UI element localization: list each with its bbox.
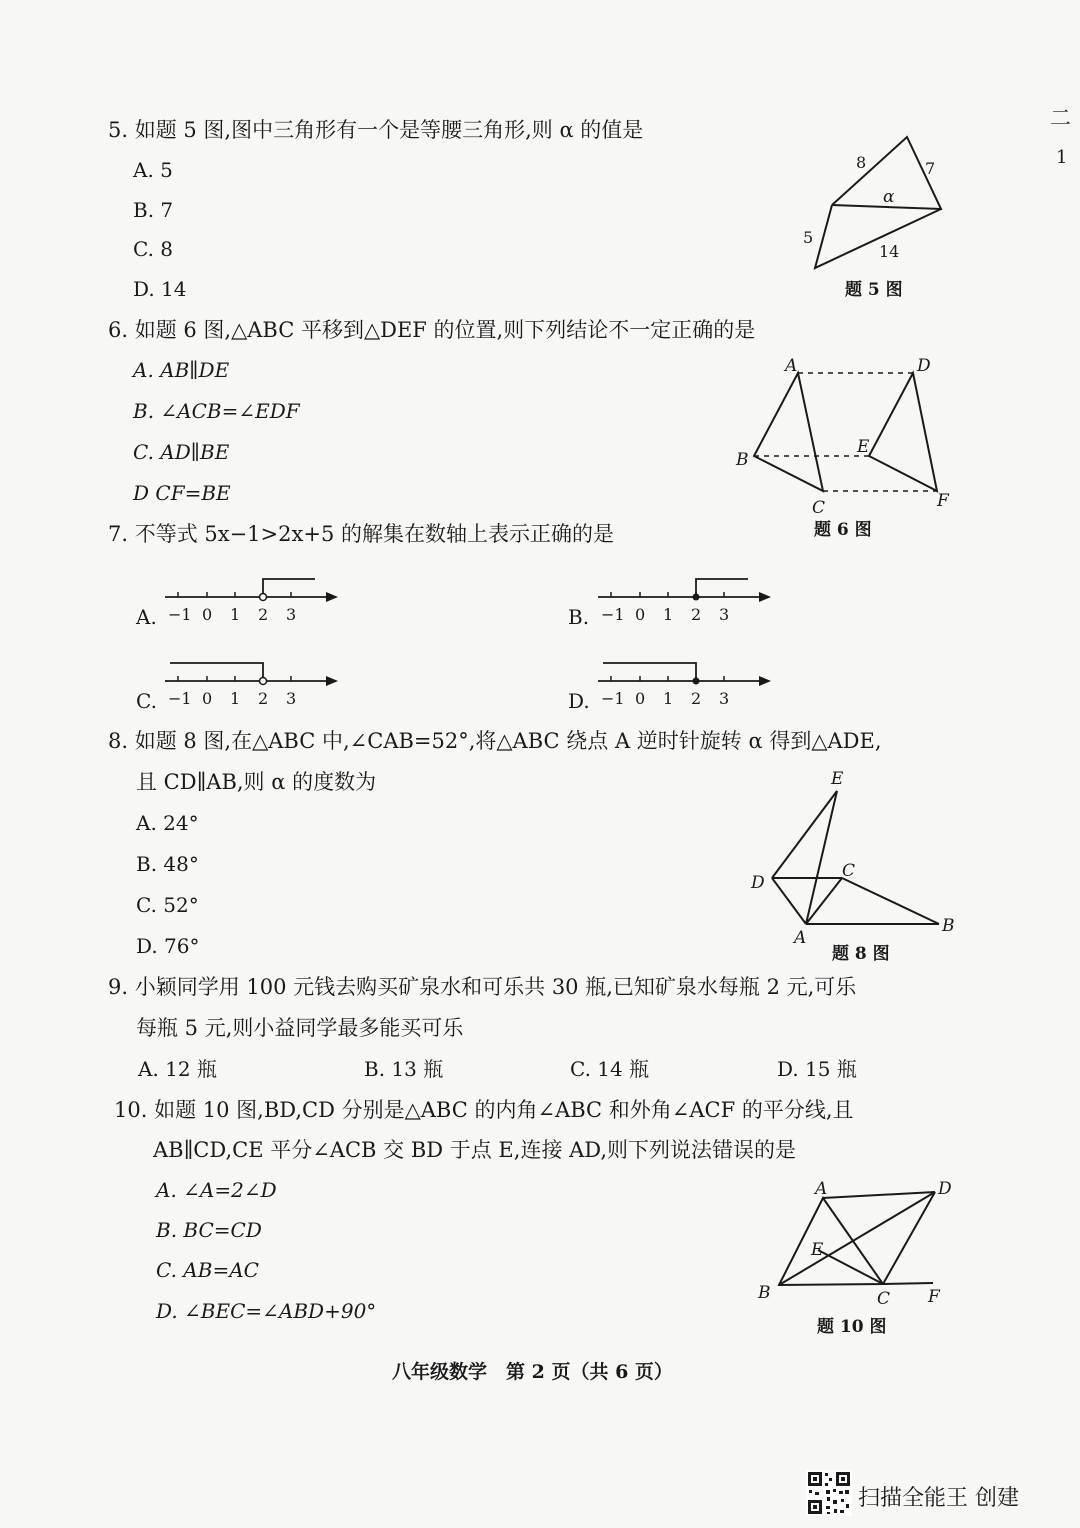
- q7b-tick-0: 0: [635, 605, 646, 624]
- q6-caption: 题 6 图: [814, 520, 872, 540]
- q10-option-c: C. AB=AC: [156, 1258, 259, 1282]
- q6-label-e: E: [857, 437, 870, 457]
- q6-label-f: F: [937, 491, 949, 511]
- q10-label-b: B: [758, 1283, 771, 1303]
- q7c-tick-n1: −1: [168, 689, 192, 708]
- q10-option-a: A. ∠A=2∠D: [156, 1178, 277, 1202]
- q8-label-a: A: [794, 928, 807, 948]
- q5-label-7: 7: [925, 159, 936, 178]
- q5-caption: 题 5 图: [845, 280, 903, 300]
- q10-option-b: B. BC=CD: [156, 1218, 262, 1242]
- q5-label-14: 14: [879, 242, 900, 261]
- q7a-tick-0: 0: [202, 605, 213, 624]
- q5-option-c: C. 8: [133, 237, 174, 261]
- q7a-tick-n1: −1: [168, 605, 192, 624]
- q5-stem: 5. 如题 5 图,图中三角形有一个是等腰三角形,则 α 的值是: [108, 118, 644, 142]
- q10-label-d: D: [938, 1179, 952, 1199]
- q7c-tick-0: 0: [202, 689, 213, 708]
- q8-stem-line1: 8. 如题 8 图,在△ABC 中,∠CAB=52°,将△ABC 绕点 A 逆时针旋转 α 得到△ADE,: [108, 729, 882, 753]
- q6-label-d: D: [917, 356, 931, 376]
- q8-label-e: E: [831, 769, 844, 789]
- q9-option-b: B. 13 瓶: [364, 1057, 444, 1081]
- q7c-tick-3: 3: [286, 689, 297, 708]
- q10-stem-line2: AB∥CD,CE 平分∠ACB 交 BD 于点 E,连接 AD,则下列说法错误的是: [153, 1138, 797, 1162]
- q6-label-a: A: [785, 356, 798, 376]
- q6-label-c: C: [812, 498, 826, 518]
- q8-label-d: D: [751, 873, 765, 893]
- q8-option-d: D. 76°: [136, 934, 200, 958]
- q7-option-b: B.: [568, 605, 590, 629]
- q9-stem-line2: 每瓶 5 元,则小益同学最多能买可乐: [136, 1016, 464, 1040]
- q9-option-c: C. 14 瓶: [570, 1057, 650, 1081]
- q10-label-f: F: [928, 1287, 940, 1307]
- q8-option-b: B. 48°: [136, 852, 199, 876]
- q7d-tick-2: 2: [691, 689, 702, 708]
- q8-label-b: B: [942, 916, 955, 936]
- q7b-tick-2: 2: [691, 605, 702, 624]
- edge-fragment-top: 二: [1050, 106, 1071, 130]
- q7-stem: 7. 不等式 5x−1>2x+5 的解集在数轴上表示正确的是: [108, 522, 614, 546]
- q7-option-d: D.: [568, 689, 590, 713]
- q7a-tick-3: 3: [286, 605, 297, 624]
- q9-stem-line1: 9. 小颖同学用 100 元钱去购买矿泉水和可乐共 30 瓶,已知矿泉水每瓶 2 元,可乐: [108, 975, 857, 999]
- q8-label-c: C: [842, 861, 856, 881]
- q7d-tick-0: 0: [635, 689, 646, 708]
- q9-option-a: A. 12 瓶: [138, 1057, 217, 1081]
- q8-option-c: C. 52°: [136, 893, 199, 917]
- q6-option-d: D CF=BE: [133, 481, 231, 505]
- q10-option-d: D. ∠BEC=∠ABD+90°: [156, 1299, 377, 1323]
- q7b-tick-n1: −1: [601, 605, 625, 624]
- q5-label-8: 8: [856, 153, 867, 172]
- q5-option-b: B. 7: [133, 198, 174, 222]
- q6-label-b: B: [736, 450, 749, 470]
- q10-label-a: A: [815, 1179, 828, 1199]
- q8-stem-line2: 且 CD∥AB,则 α 的度数为: [136, 770, 377, 794]
- q8-caption: 题 8 图: [832, 944, 890, 964]
- q10-label-c: C: [877, 1289, 891, 1309]
- q6-option-c: C. AD∥BE: [133, 440, 230, 464]
- q10-stem-line1: 10. 如题 10 图,BD,CD 分别是△ABC 的内角∠ABC 和外角∠ACF 的平分线,且: [114, 1098, 854, 1122]
- q8-option-a: A. 24°: [136, 811, 199, 835]
- q6-stem: 6. 如题 6 图,△ABC 平移到△DEF 的位置,则下列结论不一定正确的是: [108, 318, 756, 342]
- edge-fragment-num: 1: [1056, 147, 1068, 168]
- q7c-tick-1: 1: [230, 689, 241, 708]
- q7d-tick-3: 3: [719, 689, 730, 708]
- q7a-tick-1: 1: [230, 605, 241, 624]
- q7d-tick-n1: −1: [601, 689, 625, 708]
- q9-option-d: D. 15 瓶: [777, 1057, 857, 1081]
- q7d-tick-1: 1: [663, 689, 674, 708]
- q7b-tick-3: 3: [719, 605, 730, 624]
- q7-option-c: C.: [136, 689, 157, 713]
- q5-label-a: α: [883, 187, 895, 207]
- qr-code-icon: [806, 1470, 852, 1516]
- page-footer: 八年级数学 第 2 页（共 6 页）: [392, 1361, 673, 1383]
- q7c-tick-2: 2: [258, 689, 269, 708]
- q10-label-e: E: [811, 1240, 824, 1260]
- scanner-watermark: 扫描全能王 创建: [858, 1486, 1019, 1511]
- q10-caption: 题 10 图: [817, 1317, 887, 1337]
- q7a-tick-2: 2: [258, 605, 269, 624]
- q5-option-d: D. 14: [133, 277, 187, 301]
- q5-option-a: A. 5: [133, 158, 173, 182]
- q7-option-a: A.: [136, 605, 157, 629]
- q5-label-5: 5: [803, 228, 814, 247]
- q6-option-b: B. ∠ACB=∠EDF: [133, 399, 300, 423]
- q6-option-a: A. AB∥DE: [133, 358, 230, 382]
- q7b-tick-1: 1: [663, 605, 674, 624]
